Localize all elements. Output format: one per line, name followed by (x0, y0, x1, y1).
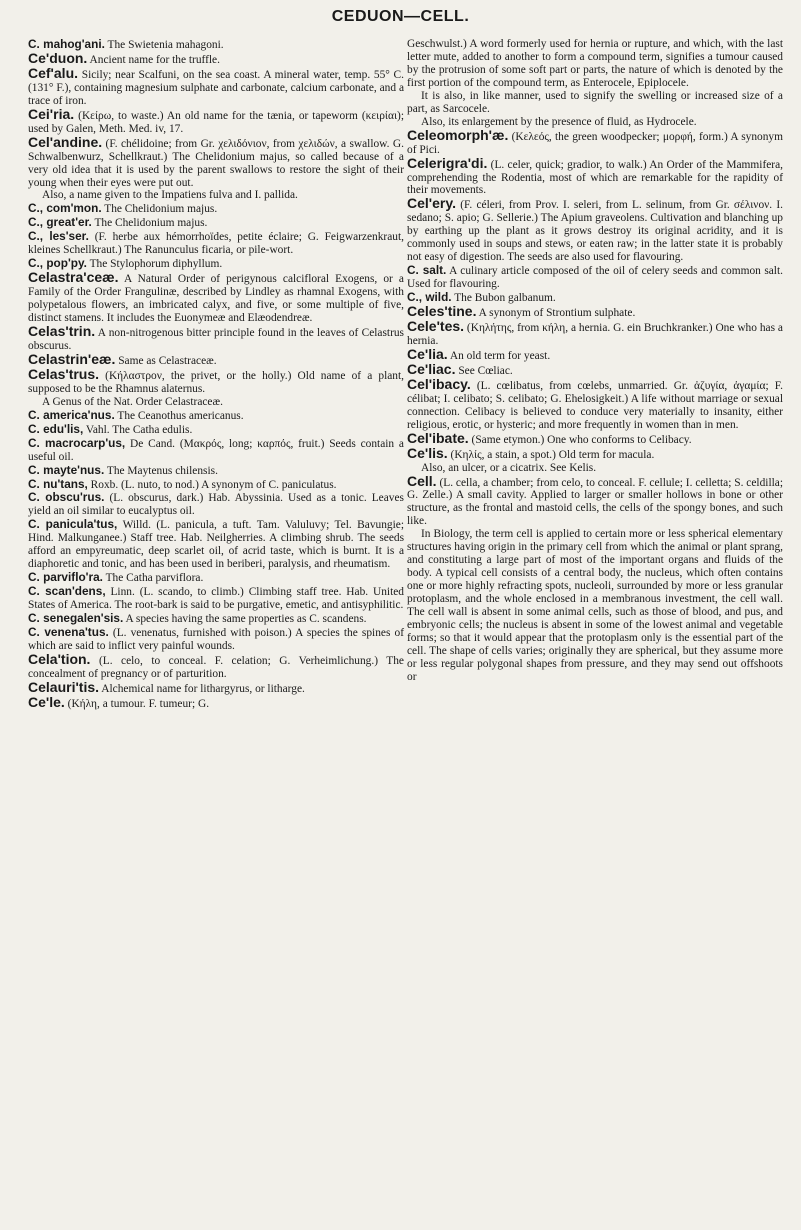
entry-text: It is also, in like manner, used to signify the swelling or increased size of a part, as Sarcocele. (407, 89, 783, 115)
dictionary-entry (28, 650, 404, 681)
entry-headword: C. obscu'rus. (28, 490, 105, 505)
entry-headword: C. senegalen'sis. (28, 611, 124, 626)
dictionary-entry (28, 571, 404, 585)
dictionary-entry (28, 437, 404, 464)
entry-headword: Celastra'ceæ. (28, 269, 119, 286)
entry-text: (L. cœlibatus, from cœlebs, unmarried. Gr. ἀζυγία, ἀγαμία; F. célibat; I. celibato; S. celibato; G. Ehelosigkeit.) A life without marriage or sexual connection. Celibacy is believed to conduce very materially to insanity, either religious, erotic, or hysteric; and more frequently in women than in men. (407, 379, 783, 431)
right-column (407, 38, 783, 684)
dictionary-entry (28, 612, 404, 626)
dictionary-entry (28, 626, 404, 653)
dictionary-entry (28, 365, 404, 396)
entry-text: The Swietenia mahagoni. (104, 39, 224, 51)
dictionary-entry (28, 105, 404, 136)
entry-text: Geschwulst.) A word formerly used for hernia or rupture, and which, with the last letter mute, added to another to form a compound term, signifies a tumour caused by the protrusion of some soft part or parts, the nature of which is denoted by the first portion of the compound term, as Enterocele, Epiplocele. (407, 38, 783, 89)
dictionary-entry (407, 90, 783, 116)
dictionary-entry (28, 478, 404, 492)
dictionary-entry (28, 518, 404, 571)
entry-headword: C., com'mon. (28, 201, 102, 216)
entry-headword: C. panicula'tus, (28, 517, 118, 532)
dictionary-entry (407, 197, 783, 264)
entry-headword: Celerigra'di. (407, 154, 488, 171)
entry-text: The Bubon galbanum. (451, 292, 556, 305)
entry-headword: Celeomorph'æ. (407, 126, 509, 143)
entry-headword: Cei'ria. (28, 105, 75, 122)
dictionary-entry (28, 491, 404, 518)
dictionary-entry (407, 126, 783, 157)
dictionary-entry (28, 230, 404, 257)
entry-headword: Celes'tine. (407, 303, 477, 320)
dictionary-entry (28, 693, 404, 711)
entry-headword: Ce'lia. (407, 345, 448, 362)
entry-headword: Cef'alu. (28, 64, 79, 81)
entry-headword: C., pop'py. (28, 256, 87, 271)
left-column (28, 38, 404, 711)
dictionary-entry (28, 423, 404, 437)
entry-text: A species having the same properties as C. scandens. (123, 613, 367, 626)
entry-headword: C. america'nus. (28, 407, 115, 422)
entry-headword: Ce'liac. (407, 360, 456, 377)
dictionary-entry (407, 375, 783, 432)
dictionary-entry (28, 325, 404, 353)
entry-text: The Chelidonium majus. (101, 203, 218, 216)
entry-text: The Maytenus chilensis. (104, 464, 218, 477)
entry-text: In Biology, the term cell is applied to certain more or less spherical elementary structures having origin in the primary cell from which the animal or plant sprang, and constituting a large part of most of the important organs and fluids of the body. A typical cell consists of a central body, the nucleus, which often contains one or more highly refracting spots, nucleoli, surrounded by more or less granular protoplasm, and the whole enclosed in a membranous investment, the cell wall. The cell wall is absent in some animal cells, such as those of blood, and pus, and embryonic cells; the nucleus is absent in some of the lowest animal and vegetable forms; so that it would appear that the protoplasm only is the essential part of the cell. The shape of cells varies; originally they are spherical, but they assume more or less regular polygonal shapes from pressure, and they may send out offshoots or (407, 528, 783, 683)
entry-text: (F. céleri, from Prov. I. seleri, from L. selinum, from Gr. σέλινον. I. sedano; S. apio; G. Sellerie.) The Apium graveolens. Cultivation and blanching up by earthing up the plant as it grows destroy its original acridity, and it is commonly used in soups and stews, or eaten raw; in the latter state it is probably not easy of digestion. The seeds are also used for flavouring. (407, 199, 783, 264)
entry-text: The Catha parviflora. (102, 572, 204, 585)
entry-text: Also, a name given to the Impatiens fulva and I. pallida. (42, 189, 298, 202)
dictionary-entry (28, 271, 404, 325)
dictionary-entry (28, 64, 404, 108)
entry-headword: Cel'ibate. (407, 429, 469, 446)
entry-text: Alchemical name for lithargyrus, or litharge. (99, 682, 305, 695)
entry-headword: C., les'ser. (28, 229, 89, 244)
entry-text: (F. chélidoine; from Gr. χελιδόνιον, from χελιδών, a swallow. G. Schwalbenwurz, Schellkraut.) The Chelidonium majus, so called because of a very old idea that it is used by the parent swallows to restore the sight of their young when their eyes were put out. (28, 137, 404, 189)
entry-text: Vahl. The Catha edulis. (83, 423, 193, 436)
entry-text: (L. venenatus, furnished with poison.) A species the spines of which are said to inflict very painful wounds. (28, 626, 404, 652)
dictionary-entry (407, 462, 783, 475)
entry-headword: Celas'trin. (28, 323, 96, 340)
entry-headword: Cel'ibacy. (407, 375, 471, 392)
entry-text: A synonym of Strontium sulphate. (476, 307, 636, 320)
dictionary-entry (407, 154, 783, 198)
entry-headword: Cela'tion. (28, 650, 91, 667)
dictionary-entry (28, 409, 404, 423)
dictionary-entry (407, 320, 783, 348)
dictionary-entry (407, 345, 783, 363)
entry-headword: C., wild. (407, 290, 452, 305)
entry-text: (Κήλη, a tumour. F. tumeur; G. (64, 697, 210, 710)
entry-headword: C. edu'lis, (28, 421, 84, 436)
entry-text: (L. celo, to conceal. F. celation; G. Verheimlichung.) The concealment of pregnancy or of parturition. (28, 654, 404, 680)
entry-text: Roxb. (L. nuto, to nod.) A synonym of C. paniculatus. (87, 478, 337, 491)
dictionary-entry (407, 264, 783, 291)
entry-headword: C. scan'dens, (28, 584, 106, 599)
entry-text: Also, an ulcer, or a cicatrix. See Kelis. (421, 461, 597, 474)
entry-headword: Celas'trus. (28, 365, 100, 382)
entry-headword: C. mahog'ani. (28, 37, 105, 51)
entry-headword: Cel'ery. (407, 195, 456, 212)
entry-headword: Cel'andine. (28, 133, 103, 150)
entry-headword: Cele'tes. (407, 318, 465, 335)
entry-text: A non-nitrogenous bitter principle found in the leaves of Celastrus obscurus. (28, 327, 404, 352)
entry-headword: Celauri'tis. (28, 678, 100, 695)
entry-text: Ancient name for the truffle. (87, 53, 220, 66)
entry-text: A culinary article composed of the oil of celery seeds and common salt. Used for flavouring. (407, 265, 783, 291)
entry-headword: C. salt. (407, 263, 447, 278)
dictionary-entry (28, 49, 404, 67)
entry-text: (Κηλήτης, from κήλη, a hernia. G. ein Bruchkranker.) One who has a hernia. (407, 322, 783, 347)
entry-headword: Ce'duon. (28, 49, 88, 66)
dictionary-entry (28, 464, 404, 478)
dictionary-entry (407, 38, 783, 90)
entry-headword: Ce'lis. (407, 444, 448, 461)
entry-text: (L. cella, a chamber; from celo, to conceal. F. cellule; I. celletta; S. celdilla; G. Zelle.) A small cavity. Applied to larger or smaller hollows in bone or other structure, as the frontal and mastoid cells, the cells of the spongy bones, and such like. (407, 476, 783, 528)
entry-text: The Ceanothus americanus. (114, 409, 244, 422)
running-head: CEDUON—CELL. (331, 8, 470, 25)
entry-text: De Cand. (Μακρός, long; καρπός, fruit.) Seeds contain a useful oil. (28, 437, 404, 463)
entry-text: (Κελεός, the green woodpecker; μορφή, form.) A synonym of Pici. (407, 130, 783, 156)
entry-text: (Same etymon.) One who conforms to Celibacy. (468, 433, 692, 446)
entry-text: Same as Celastraceæ. (115, 354, 217, 367)
entry-text: The Chelidonium majus. (91, 217, 208, 230)
dictionary-entry (407, 472, 783, 529)
dictionary-entry (28, 216, 404, 230)
entry-text: (L. celer, quick; gradior, to walk.) An Order of the Mammifera, comprehending the Rodentia, most of which are remarkable for the rapidity of their movements. (407, 158, 783, 197)
entry-headword: C. venena'tus. (28, 624, 109, 639)
entry-text: Also, its enlargement by the presence of fluid, as Hydrocele. (421, 115, 697, 128)
entry-text: A Natural Order of perigynous calcifloral Exogens, or a Family of the Order Frangulinæ, described by Lindley as rhamnal Exogens, with polypetalous flowers, an imbricated calyx, and five, or some multiple of five, distinct stamens. It includes the Euonymeæ and Elæodendreæ. (28, 273, 404, 325)
entry-headword: C. mayte'nus. (28, 462, 105, 477)
entry-text: (F. herbe aux hémorrhoïdes, petite éclaire; G. Feigwarzenkraut, kleines Schellkraut.) The Ranunculus ficaria, or pile-wort. (28, 231, 404, 257)
dictionary-entry (28, 133, 404, 190)
dictionary-entry (407, 528, 783, 683)
entry-text: (Κήλαστρον, the privet, or the holly.) Old name of a plant, supposed to be the Rhamnus alaternus. (28, 369, 404, 395)
entry-text: Linn. (L. scando, to climb.) Climbing staff tree. Hab. United States of America. The root-bark is said to be purgative, emetic, and antisyphilitic. (28, 586, 404, 612)
dictionary-entry (407, 444, 783, 462)
entry-text: (Κηλίς, a stain, a spot.) Old term for macula. (447, 448, 655, 461)
entry-text: Sicily; near Scalfuni, on the sea coast. A mineral water, temp. 55° C. (131° F.), containing magnesium sulphate and carbonate, calcium carbonate, and a trace of iron. (28, 68, 404, 107)
dictionary-entry (407, 429, 783, 447)
entry-text: An old term for yeast. (447, 349, 551, 362)
dictionary-entry (28, 678, 404, 696)
entry-headword: C. nu'tans, (28, 476, 88, 491)
entry-headword: Ce'le. (28, 693, 65, 710)
entry-headword: Cell. (407, 472, 437, 489)
entry-text: A Genus of the Nat. Order Celastraceæ. (42, 395, 223, 408)
entry-headword: C. parviflo'ra. (28, 570, 103, 585)
entry-text: The Stylophorum diphyllum. (86, 258, 223, 271)
entry-headword: Celastrin'eæ. (28, 350, 116, 367)
entry-text: Willd. (L. panicula, a tuft. Tam. Valuluvy; Tel. Bavungie; Hind. Malkunganee.) Staff tree. Hab. Neilgherries. A climbing shrub. The seeds afford an empyreumatic, deep scarlet oil, of acrid taste, which is burnt. It is a diaphoretic and tonic, and has been used in beriberi, paralysis, and rheumatism. (28, 519, 404, 571)
entry-headword: C. macrocarp'us, (28, 435, 126, 450)
entry-headword: C., great'er. (28, 215, 92, 230)
entry-text: (Κείρω, to waste.) An old name for the tænia, or tapeworm (κειρίαι); used by Galen, Meth. Med. iv, 17. (28, 109, 404, 135)
entry-text: (L. obscurus, dark.) Hab. Abyssinia. Used as a tonic. Leaves yield an oil similar to eucalyptus oil. (28, 492, 404, 518)
dictionary-entry (28, 202, 404, 216)
dictionary-entry (28, 585, 404, 612)
entry-text: See Cœliac. (455, 364, 513, 377)
